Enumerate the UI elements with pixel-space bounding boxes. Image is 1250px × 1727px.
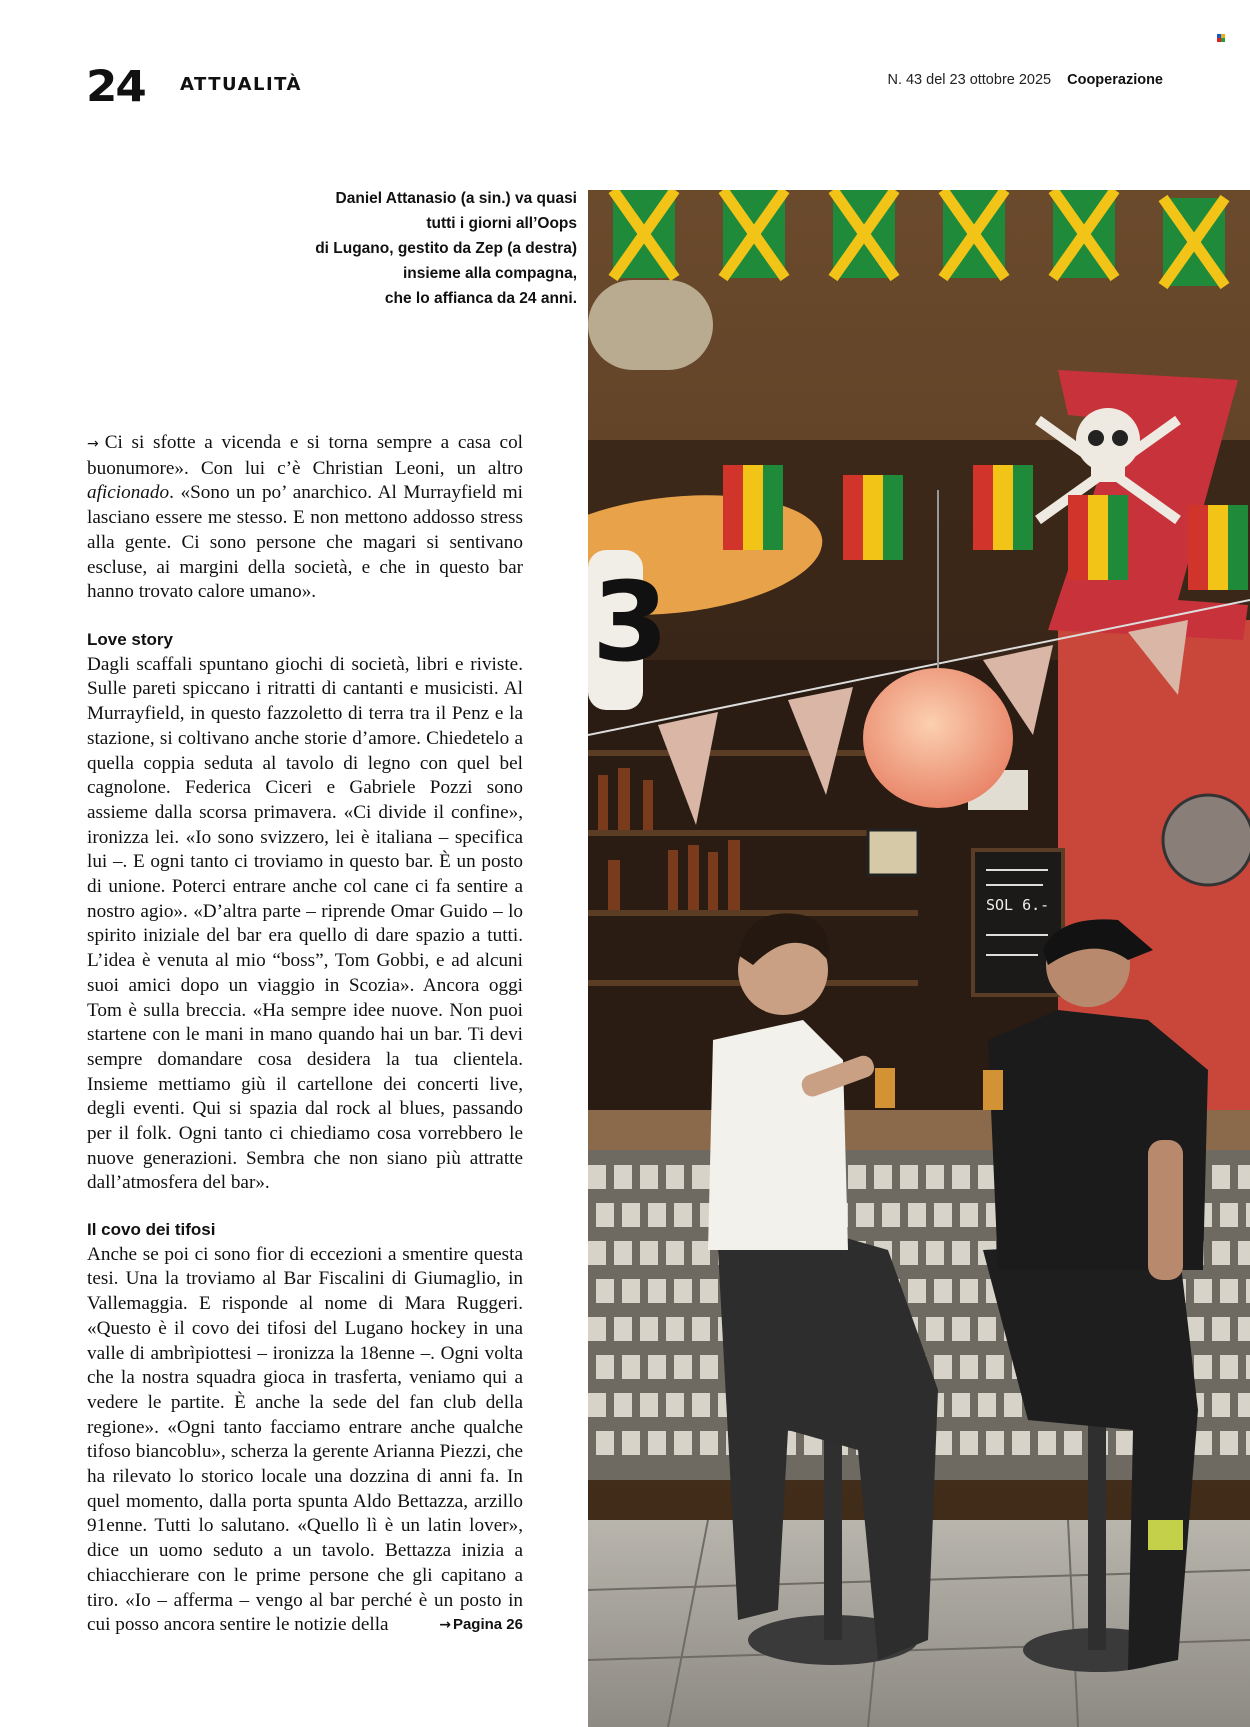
photo-tile (934, 1355, 952, 1379)
jamaica-flag (943, 190, 1005, 278)
caption-line: che lo affianca da 24 anni. (384, 290, 577, 307)
photo-tile (614, 1165, 632, 1189)
photo-tile (934, 1203, 952, 1227)
caption-line: insieme alla compagna, (402, 265, 577, 282)
photo-tile (934, 1279, 952, 1303)
photo-tile (1038, 1431, 1056, 1455)
svg-text:3: 3 (592, 558, 669, 686)
photo-tile (1220, 1431, 1238, 1455)
photo-tile (614, 1241, 632, 1265)
photo-tile (700, 1355, 718, 1379)
photo-tile (1212, 1393, 1230, 1417)
photo-tile (1212, 1241, 1230, 1265)
photo-tile (934, 1431, 952, 1455)
photo-tile (622, 1203, 640, 1227)
photo-tile (1246, 1203, 1250, 1227)
photo-tile (882, 1203, 900, 1227)
caption-line: tutti i giorni all’Oops (426, 215, 577, 232)
photo-tile (622, 1279, 640, 1303)
photo-tile (614, 1317, 632, 1341)
photo-tile (960, 1355, 978, 1379)
photo-tile (1220, 1203, 1238, 1227)
chalkboard-text: SOL 6.- (986, 896, 1050, 914)
photo-tile (900, 1165, 918, 1189)
photo-tile (1238, 1241, 1250, 1265)
photo-tile (648, 1355, 666, 1379)
photo-tile (640, 1241, 658, 1265)
photo-tile (648, 1431, 666, 1455)
photo-tile (640, 1393, 658, 1417)
photo-tile (908, 1203, 926, 1227)
photo-tile (596, 1279, 614, 1303)
caption-line: Daniel Attanasio (a sin.) va quasi (335, 190, 577, 207)
photo-tile (648, 1279, 666, 1303)
photo-tile (1238, 1393, 1250, 1417)
photo-tile (986, 1431, 1004, 1455)
photo-tile (674, 1431, 692, 1455)
photo-tile (692, 1393, 710, 1417)
continue-reference[interactable]: → Pagina 26 (439, 1616, 523, 1634)
photo-tile (952, 1317, 970, 1341)
caption-line: di Lugano, gestito da Zep (a destra) (315, 240, 577, 257)
photo-tile (978, 1165, 996, 1189)
jamaica-flag (613, 190, 675, 278)
section-title: ATTUALITÀ (180, 74, 302, 95)
photo-tile (666, 1393, 684, 1417)
arrow-right-icon: → (439, 1617, 451, 1634)
photo-tile (692, 1317, 710, 1341)
photo-tile (1238, 1317, 1250, 1341)
photo-tile (952, 1165, 970, 1189)
photo-tile (666, 1317, 684, 1341)
issue-date: N. 43 del 23 ottobre 2025 (887, 72, 1052, 88)
bar-photo (588, 190, 1250, 1727)
article-intro (87, 431, 523, 605)
photo-tile (1246, 1279, 1250, 1303)
photo-tile (666, 1165, 684, 1189)
photo-tile (960, 1203, 978, 1227)
photo-tile (588, 1241, 606, 1265)
issue-info (887, 72, 1163, 88)
photo-tile (1246, 1355, 1250, 1379)
photo-tile (648, 1203, 666, 1227)
photo-tile (1012, 1431, 1030, 1455)
photo-tile (588, 1393, 606, 1417)
photo-tile (622, 1431, 640, 1455)
continuation-arrow-icon: → (87, 436, 99, 452)
photo-tile (1212, 1317, 1230, 1341)
photo-tile (874, 1165, 892, 1189)
section-heading: Love story (87, 630, 173, 649)
photo-caption (290, 186, 577, 311)
photo-tile (596, 1203, 614, 1227)
bar-interior-illustration (588, 190, 1250, 1727)
article-section-love-story (87, 628, 523, 1196)
rasta-flag (723, 465, 783, 550)
section-paragraph: Anche se poi ci sono fior di eccezioni a smentire questa tesi. Una la troviamo al Bar Fiscalini di Giumaglio, in Vallemaggia. E risponde al nome di Mara Ruggeri. «Questo è il covo dei tifosi del Lugano hockey in una valle di ambrìpiottesi – ironizza la 18enne –. Ogni volta che la nostra squadra gioca in trasferta, veniamo qui a vedere le partite. È anche la sede del fan club della regione». «Ogni tanto facciamo entrare anche qualche tifoso biancoblu», scherza la gerente Arianna Piezzi, che ha rilevato lo storico locale una dozzina di anni fa. In quel momento, dalla porta spunta Aldo Bettazza, arzillo 91enne. Tutti lo salutano. «Quello lì è un latin lover», dice un uomo seduto a un tavolo. Bettazza inizia a chiacchierare con le prime persone che gli capitano a tiro. «Io – afferma – vengo al bar perché è un posto in cui posso ancora sentire le notizie della → Pagina 26 (87, 1243, 523, 1638)
photo-tile (640, 1165, 658, 1189)
photo-tile (926, 1165, 944, 1189)
photo-tile (960, 1279, 978, 1303)
article-section-covo (87, 1218, 523, 1638)
photo-tile (900, 1241, 918, 1265)
jamaica-flag (833, 190, 895, 278)
photo-tile (1246, 1431, 1250, 1455)
photo-tile (588, 1317, 606, 1341)
photo-tile (674, 1279, 692, 1303)
photo-tile (1212, 1165, 1230, 1189)
photo-tile (926, 1241, 944, 1265)
color-registration-mark (1217, 34, 1225, 42)
publication-name: Cooperazione (1067, 72, 1163, 88)
jamaica-flag (723, 190, 785, 278)
photo-tile (692, 1241, 710, 1265)
photo-tile (908, 1279, 926, 1303)
photo-tile (596, 1355, 614, 1379)
photo-tile (1220, 1355, 1238, 1379)
intro-paragraph: → Ci si sfotte a vicenda e si torna sempre a casa col buonumore». Con lui c’è Christian Leoni, un altro aficionado. «Sono un po’ anarchico. Al Murrayfield mi lasciano essere me stesso. E non mettono addosso stress alla gente. Ci sono persone che magari si sentivano escluse, ai margini della società, e che in questo bar hanno trovato calore umano». (87, 432, 523, 603)
section-paragraph: Dagli scaffali spuntano giochi di società, libri e riviste. Sulle pareti spiccano i ritratti di cantanti e musicisti. Al Murrayfield, in questo fazzoletto di terra tra il Penz e la stazione, si coltivano anche storie d’amore. Chiedetelo a quella coppia seduta al tavolo di legno con quel bel cagnolone. Federica Ciceri e Gabriele Pozzi sono assieme dalla scorsa primavera. «Ci divide il confine», ironizza lei. «Io sono svizzero, lei è italiana – specifica lui –. E ogni tanto ci troviamo in questo bar. È un posto di unione. Poterci entrare anche col cane ci fa sentire a nostro agio». «D’altra parte – riprende Omar Guido – lo spirito iniziale del bar era quello di dare spazio a tutti. L’idea è venuta al mio “boss”, Tom Gobbi, e ad alcuni suoi amici dopo un viaggio in Scozia». Ancora oggi Tom è sulla breccia. «Ha sempre idee nuove. Non puoi startene con le mani in mano quando hai un bar. Ti devi sempre domandare cosa desidera la tua clientela. Insieme mettiamo giù il cartellone dei concerti live, degli eventi. Qui si spazia dal rock al blues, passando per il folk. Ogni tanto ci chiediamo cosa vorrebbero le nuove generazioni. Sembra che non siano più attratte dall’atmosfera del bar». (87, 653, 523, 1194)
photo-tile (952, 1241, 970, 1265)
photo-tile (622, 1355, 640, 1379)
section-heading: Il covo dei tifosi (87, 1220, 216, 1239)
rasta-flag (1188, 505, 1248, 590)
photo-tile (1238, 1165, 1250, 1189)
photo-tile (1220, 1279, 1238, 1303)
rasta-flag (843, 475, 903, 560)
italic-word: aficionado (87, 482, 170, 504)
rasta-flag (973, 465, 1033, 550)
jamaica-flag (1163, 198, 1225, 286)
photo-tile (1116, 1431, 1134, 1455)
photo-tile (666, 1241, 684, 1265)
photo-tile (1194, 1279, 1212, 1303)
photo-tile (1064, 1431, 1082, 1455)
photo-tile (1004, 1393, 1022, 1417)
photo-tile (960, 1431, 978, 1455)
photo-tile (978, 1393, 996, 1417)
photo-tile (596, 1431, 614, 1455)
photo-tile (986, 1355, 1004, 1379)
photo-tile (692, 1165, 710, 1189)
photo-tile (614, 1393, 632, 1417)
photo-tile (588, 1165, 606, 1189)
photo-tile (952, 1393, 970, 1417)
photo-tile (848, 1165, 866, 1189)
page-number: 24 (86, 62, 145, 112)
photo-tile (674, 1203, 692, 1227)
photo-tile (926, 1317, 944, 1341)
photo-tile (856, 1203, 874, 1227)
jamaica-flag (1053, 190, 1115, 278)
photo-tile (978, 1317, 996, 1341)
photo-tile (1194, 1355, 1212, 1379)
rasta-flag (1068, 495, 1128, 580)
photo-tile (1194, 1431, 1212, 1455)
photo-tile (640, 1317, 658, 1341)
photo-tile (700, 1431, 718, 1455)
photo-tile (674, 1355, 692, 1379)
photo-tile (700, 1279, 718, 1303)
